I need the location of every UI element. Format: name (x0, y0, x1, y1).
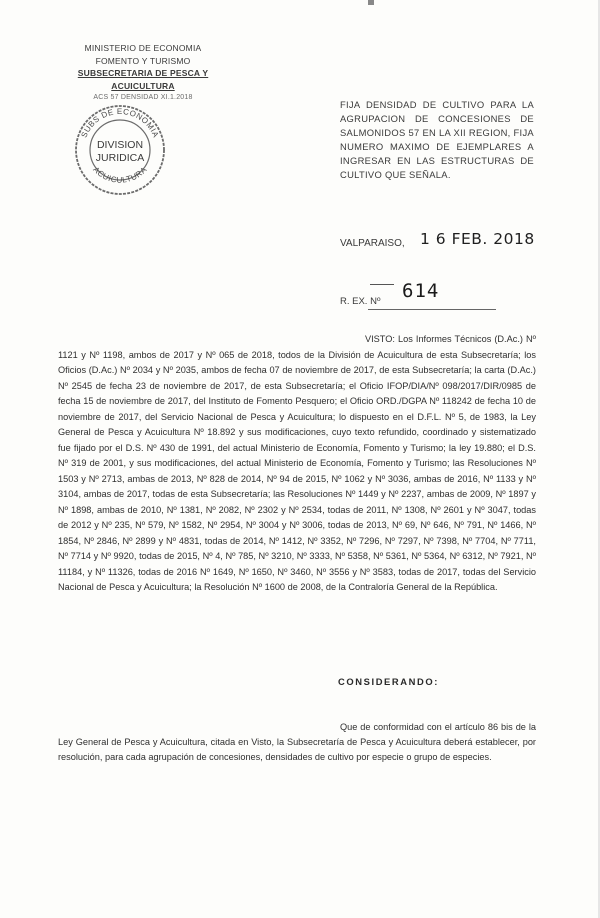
letterhead-ministry-2: FOMENTO Y TURISMO (95, 55, 191, 66)
subject-block: FIJA DENSIDAD DE CULTIVO PARA LA AGRUPACION DE CONCESIONES DE SALMONIDOS 57 EN LA XII REGION, FIJA NUMERO MAXIMO DE EJEMPLARES A INGRESAR EN LAS ESTRUCTURAS DE CULTIVO QUE SEÑALA. (340, 99, 534, 180)
scan-mark (368, 0, 374, 5)
division-juridica-stamp (70, 98, 170, 198)
resolution-number-line (340, 272, 540, 307)
date-line (340, 230, 540, 254)
resolution-number: 614 (402, 280, 440, 302)
stamp-ring-bottom-text: ACUICULTURA (91, 164, 149, 185)
considerando-paragraph-1 (58, 720, 536, 765)
date-stamp: 1 6 FEB. 2018 (420, 230, 535, 248)
visto-text: VISTO: Los Informes Técnicos (D.Ac.) Nº 1121 y Nº 1198, ambos de 2017 y Nº 065 de 2018, todos de la División de Acuicultura de esta Subsecretaría; los Oficios (D.Ac.) Nº 2034 y Nº 2035, ambos de fecha 07 de noviembre de 2017, de esta Subsecretaría; la carta (D.Ac.) Nº 2545 de fecha 23 de noviembre de 2017, de esta Subsecretaría; el Oficio IFOP/DIA/Nº 098/2017/DIR/0985 de fecha 15 de noviembre de 2017, del Instituto de Fomento Pesquero; el Oficio ORD./DGPA Nº 118242 de fecha 10 de noviembre de 2017, del Servicio Nacional de Pesca y Acuicultura; lo dispuesto en el D.F.L. Nº 5, de 1983, la Ley General de Pesca y Acuicultura Nº 18.892 y sus modificaciones, cuyo texto refundido, coordinado y sistematizado fue fijado por el D.S. Nº 430 de 1991, del actual Ministerio de Economía, Fomento y Turismo; la ley 19.880; el D.S. Nº 319 de 2001, y sus modificaciones, del actual Ministerio de Economía, Fomento y Turismo; las Resoluciones Nº 1503 y Nº 2713, ambas de 2013, Nº 828 de 2014, Nº 94 de 2015, Nº 1062 y Nº 3036, ambas de 2016, Nº 1133 y Nº 3104, ambas de 2017, todas de esta Subsecretaría; las Resoluciones Nº 1449 y Nº 2237, ambas de 2009, Nº 1897 y Nº 1898, ambas de 2010, Nº 1381, Nº 2082, Nº 2302 y Nº 2534, todas de 2011, Nº 1308, Nº 2601 y Nº 3047, todas de 2012 y Nº 235, Nº 579, Nº 1582, Nº 2954, Nº 3004 y Nº 3006, todas de 2013, Nº 69, Nº 646, Nº 791, Nº 1466, Nº 1854, Nº 2846, Nº 2899 y Nº 4831, todas de 2014, Nº 1412, Nº 3352, Nº 7296, Nº 7297, Nº 7398, Nº 7704, Nº 7711, Nº 7714 y Nº 9920, todas de 2015, Nº 4, Nº 785, Nº 3210, Nº 3333, Nº 5358, Nº 5361, Nº 5364, Nº 6312, Nº 7921, Nº 11184, y Nº 11326, todas de 2016 Nº 1649, Nº 1650, Nº 3460, Nº 3556 y Nº 3583, todas de 2017, todas del Servicio Nacional de Pesca y Acuicultura; la Resolución Nº 1600 de 2008, de la Contraloría General de la República. (58, 334, 536, 592)
letterhead-reference: ACS 57 DENSIDAD XI.1.2018 (93, 94, 193, 101)
resolution-underline (368, 309, 496, 310)
letterhead-ministry: MINISTERIO DE ECONOMIA (84, 43, 202, 53)
visto-paragraph (58, 332, 536, 596)
stamp-line-1: DIVISION (96, 139, 144, 151)
letterhead (48, 42, 238, 105)
stamp-line-2: JURIDICA (95, 152, 145, 164)
considerando-1-text: Que de conformidad con el artículo 86 bis de la Ley General de Pesca y Acuicultura, citada en Visto, la Subsecretaría de Pesca y Acuicultura deberá establecer, por resolución, para cada agrupación de concesiones, densidades de cultivo por especie o grupo de especies. (58, 722, 536, 762)
resolution-label: R. EX. Nº (340, 296, 381, 307)
resolution-dash-mark (370, 284, 394, 286)
stamp-ring-top-text: SUBS DE ECONOMIA (79, 106, 161, 140)
considerando-heading: CONSIDERANDO: (338, 676, 440, 687)
place-label: VALPARAISO, (340, 238, 405, 249)
letterhead-subsecretaria: SUBSECRETARIA DE PESCA Y ACUICULTURA (77, 68, 209, 91)
